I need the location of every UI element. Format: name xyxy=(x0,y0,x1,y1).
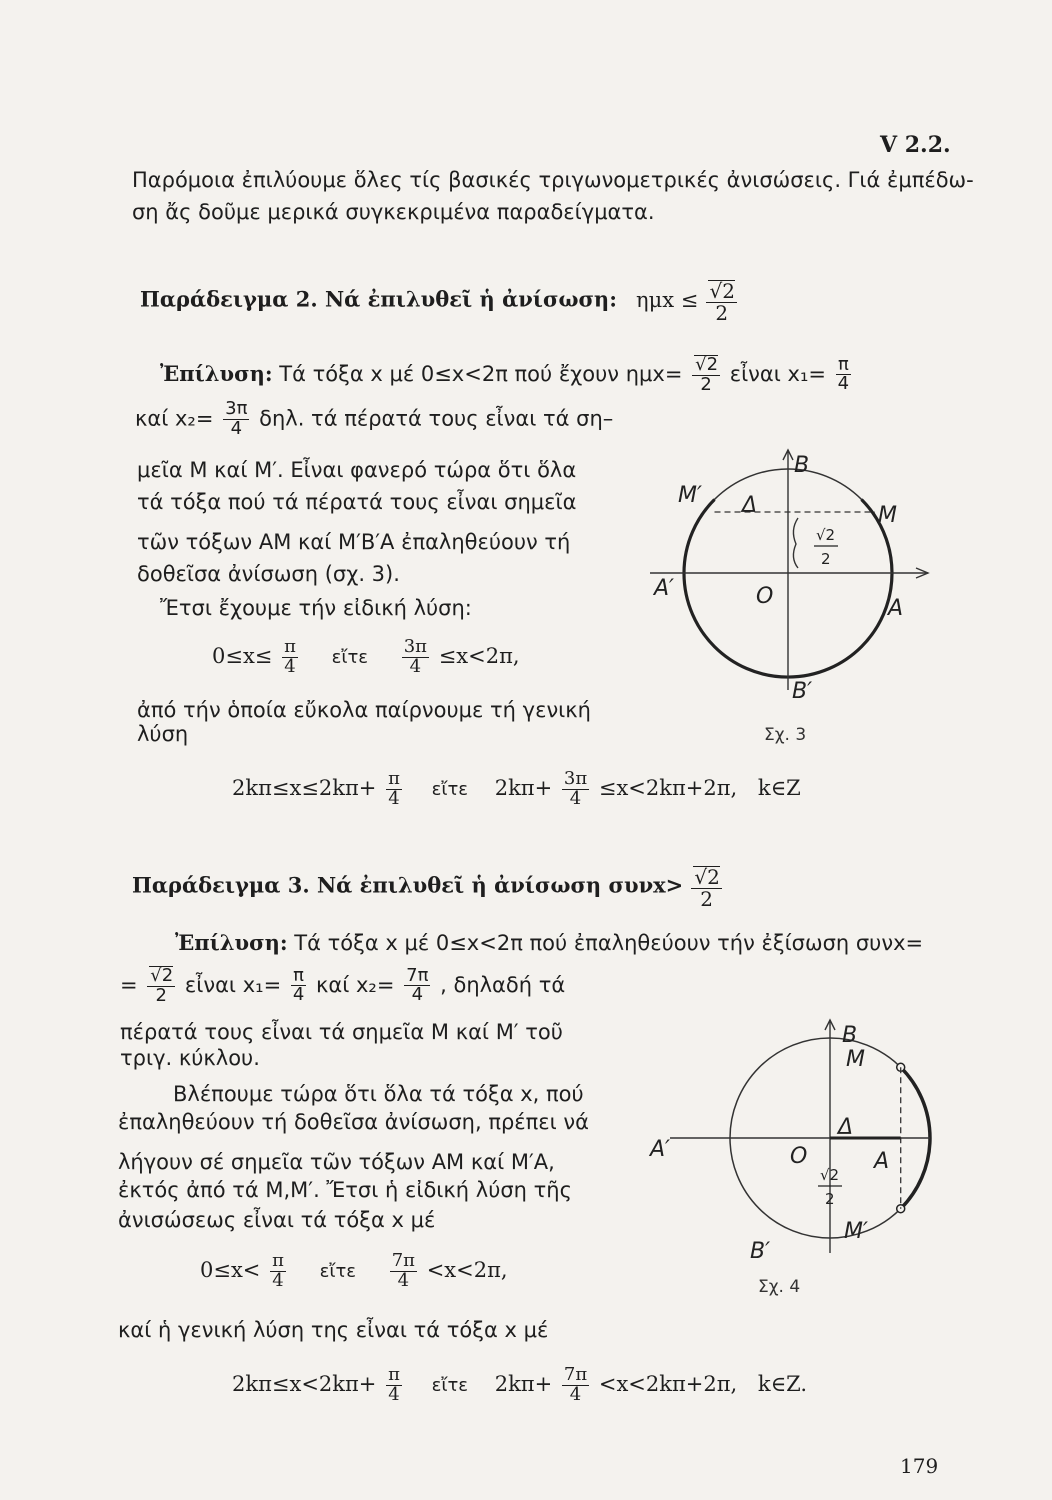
eite: εἴτε xyxy=(319,1260,357,1282)
pi: π xyxy=(291,967,306,987)
figure-3-caption: Σχ. 3 xyxy=(764,725,807,745)
pi: π xyxy=(284,636,296,657)
example3-line-6: ἐπαληθεύουν τή δοθεῖσα ἀνίσωση, πρέπει νά xyxy=(118,1110,590,1134)
delta-label: Δ xyxy=(838,1115,854,1140)
example3-general-solution xyxy=(232,1366,807,1405)
half-sqrt2-fraction xyxy=(147,966,175,1006)
example2-inequality: ημx ≤ xyxy=(636,287,699,312)
solution-text: Τά τόξα x μέ 0≤x<2π πού ἐπαληθεύουν τήν ἐξίσωση συνx= xyxy=(294,931,924,955)
solution-text: Τά τόξα x μέ 0≤x<2π πού ἔχουν ημx= xyxy=(279,361,683,386)
example3-line-4: τριγ. κύκλου. xyxy=(120,1046,260,1070)
denominator-two: 2 xyxy=(700,373,712,395)
solution-label: Ἐπίλυση: xyxy=(160,360,273,386)
example3-line-8: ἐκτός ἀπό τά Μ,Μ′. Ἔτσι ἡ εἰδική λύση τῆς xyxy=(118,1178,572,1202)
half-sqrt2-num: √2 xyxy=(820,1166,840,1184)
four: 4 xyxy=(569,1383,582,1405)
brace xyxy=(793,518,798,568)
kai-x2: καί x₂= xyxy=(135,406,214,431)
eite: εἴτε xyxy=(431,1374,469,1396)
pi-over-4 xyxy=(836,353,851,395)
half-sqrt2-den: 2 xyxy=(821,550,831,568)
special-b: ≤x<2π, xyxy=(438,643,520,668)
b-prime-label: B′ xyxy=(792,679,813,704)
example3-line-2 xyxy=(120,966,565,1006)
eite: εἴτε xyxy=(331,646,369,668)
example3-fraction xyxy=(691,866,721,910)
example2-line-7: Ἔτσι ἔχουμε τήν εἰδική λύση: xyxy=(160,596,472,620)
solution-text-end: εἶναι x₁= xyxy=(729,361,826,386)
special-a: 0≤x< xyxy=(200,1257,261,1282)
sqrt-two: √2 xyxy=(150,965,174,986)
example2-line-3: μεῖα Μ καί Μ′. Εἶναι φανερό τώρα ὅτι ὅλα xyxy=(137,458,577,482)
page-number: 179 xyxy=(900,1454,939,1478)
example2-heading-row xyxy=(140,280,740,324)
a-label: A xyxy=(888,596,904,621)
general-a: 2kπ≤x<2kπ+ xyxy=(232,1371,377,1396)
m-label: M xyxy=(846,1047,865,1072)
a-prime-label: A′ xyxy=(654,576,675,601)
sqrt-two: √2 xyxy=(695,354,719,375)
example3-solution-line xyxy=(175,930,923,955)
sqrt-two: √2 xyxy=(709,279,735,303)
four: 4 xyxy=(272,1269,284,1291)
kai-x2: καί x₂= xyxy=(316,972,395,997)
general-b: 2kπ+ xyxy=(494,1371,553,1396)
four: 4 xyxy=(292,984,305,1006)
m-prime-label: M′ xyxy=(678,483,702,508)
special-b: <x<2π, xyxy=(426,1257,508,1282)
einai-x1: εἶναι x₁= xyxy=(184,972,282,997)
dilathi: , δηλαδή τά xyxy=(440,972,566,997)
example2-line-8: ἀπό τήν ὁποία εὔκολα παίρνουμε τή γενική xyxy=(137,698,591,722)
example3-line-9: ἀνισώσεως εἶναι τά τόξα x μέ xyxy=(118,1208,436,1232)
b-label: B xyxy=(794,453,810,478)
four: 4 xyxy=(837,373,850,395)
o-label: O xyxy=(756,584,774,609)
solution-label: Ἐπίλυση: xyxy=(175,930,288,955)
three-pi-over-4 xyxy=(402,638,429,677)
example2-solution-line xyxy=(160,355,854,395)
figure-4 xyxy=(630,1008,950,1308)
pi-over-4 xyxy=(291,964,306,1006)
pi: π xyxy=(272,1250,284,1271)
example3-line-3: πέρατά τους εἶναι τά σημεῖα Μ καί Μ′ τοῦ xyxy=(120,1020,563,1044)
example2-heading: Παράδειγμα 2. Νά ἐπιλυθεῖ ἡ ἀνίσωση: xyxy=(140,286,617,312)
general-c: ≤x<2kπ+2π, xyxy=(598,775,738,800)
half-sqrt2-fraction xyxy=(692,355,720,395)
figure-4-caption: Σχ. 4 xyxy=(758,1277,801,1297)
example2-line-2 xyxy=(135,400,613,439)
denominator-two: 2 xyxy=(155,984,167,1006)
general-a: 2kπ≤x≤2kπ+ xyxy=(232,775,377,800)
example3-line-10: καί ἡ γενική λύση της εἶναι τά τόξα x μέ xyxy=(118,1318,549,1342)
example3-heading-row xyxy=(132,866,725,910)
example3-heading: Παράδειγμα 3. Νά ἐπιλυθεῖ ἡ ἀνίσωση συνx> xyxy=(132,872,684,898)
intro-line-2: ση ἄς δοῦμε μερικά συγκεκριμένα παραδείγματα. xyxy=(132,200,655,224)
k-in-z: k∈Z xyxy=(757,775,801,800)
seven-pi-over-4 xyxy=(404,964,430,1006)
seven-pi-over-4 xyxy=(562,1366,589,1405)
pi-over-4 xyxy=(386,1366,402,1405)
pi: π xyxy=(836,356,851,376)
pi-over-4 xyxy=(386,770,402,809)
three-pi-over-4 xyxy=(223,400,249,439)
pi-over-4 xyxy=(282,638,298,677)
four: 4 xyxy=(397,1269,410,1291)
half-sqrt2-den: 2 xyxy=(825,1190,835,1208)
denominator-two: 2 xyxy=(715,301,729,325)
four: 4 xyxy=(569,787,582,809)
equals: = xyxy=(120,972,138,997)
section-number: V 2.2. xyxy=(880,132,951,158)
seven-pi: 7π xyxy=(406,964,429,986)
four: 4 xyxy=(284,655,296,677)
special-a: 0≤x≤ xyxy=(212,643,273,668)
example2-line-6: δοθεῖσα ἀνίσωση (σχ. 3). xyxy=(137,562,400,586)
example3-line-5: Βλέπουμε τώρα ὅτι ὅλα τά τόξα x, πού xyxy=(173,1082,584,1106)
m-label: M xyxy=(878,503,897,528)
pi: π xyxy=(388,1364,400,1385)
example2-general-solution xyxy=(232,770,801,809)
example2-line-4: τά τόξα πού τά πέρατά τους εἶναι σημεῖα xyxy=(137,490,577,514)
seven-pi-over-4 xyxy=(390,1252,417,1291)
b-label: B xyxy=(842,1023,858,1048)
intro-line-1: Παρόμοια ἐπιλύουμε ὅλες τίς βασικές τριγωνομετρικές ἀνισώσεις. Γιά ἐμπέδω- xyxy=(132,168,974,192)
three-pi: 3π xyxy=(225,398,248,419)
four: 4 xyxy=(411,984,424,1006)
general-b: 2kπ+ xyxy=(494,775,553,800)
example3-line-7: λήγουν σέ σημεῖα τῶν τόξων ΑΜ καί Μ′Α, xyxy=(118,1150,555,1174)
b-prime-label: B′ xyxy=(750,1239,771,1264)
half-sqrt2-num: √2 xyxy=(816,526,836,544)
o-label: O xyxy=(790,1144,808,1169)
a-label: A xyxy=(874,1149,890,1174)
three-pi: 3π xyxy=(403,636,427,657)
example2-fraction xyxy=(706,280,736,324)
three-pi-over-4 xyxy=(562,770,589,809)
k-in-z: k∈Z. xyxy=(757,1371,808,1396)
denominator-two: 2 xyxy=(700,887,713,911)
example2-line-9: λύση xyxy=(137,722,189,746)
three-pi: 3π xyxy=(563,768,588,789)
four: 4 xyxy=(409,655,422,677)
eite: εἴτε xyxy=(431,778,469,800)
pi: π xyxy=(388,768,400,789)
line-2-rest: δηλ. τά πέρατά τους εἶναι τά ση– xyxy=(259,406,614,431)
example2-line-5: τῶν τόξων ΑΜ καί Μ′Β′Α ἐπαληθεύουν τή xyxy=(137,530,571,554)
seven-pi: 7π xyxy=(563,1364,588,1385)
pi-over-4 xyxy=(270,1252,286,1291)
seven-pi: 7π xyxy=(391,1250,415,1271)
a-prime-label: A′ xyxy=(650,1137,671,1162)
example2-special-solution xyxy=(212,638,520,677)
four: 4 xyxy=(388,787,400,809)
sqrt-two: √2 xyxy=(694,865,720,889)
four: 4 xyxy=(388,1383,400,1405)
four: 4 xyxy=(230,417,243,439)
delta-label: Δ xyxy=(742,493,758,518)
general-c: <x<2kπ+2π, xyxy=(598,1371,738,1396)
figure-3 xyxy=(630,440,950,760)
example3-special-solution xyxy=(200,1252,508,1291)
m-prime-label: M′ xyxy=(844,1219,868,1244)
